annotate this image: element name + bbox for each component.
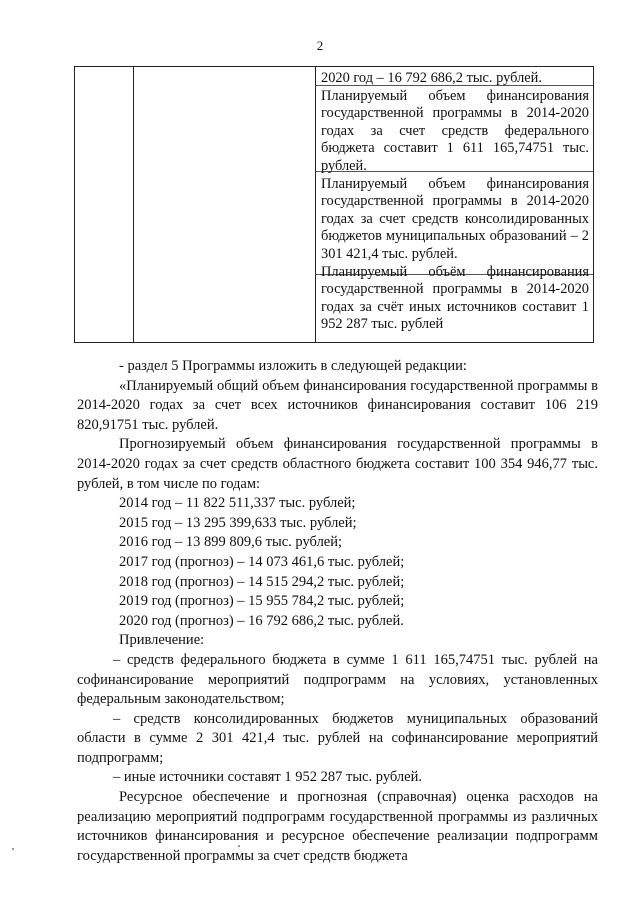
page-number: 2: [316, 38, 324, 53]
paragraph: Прогнозируемый объем финансирования государственной программы в 2014-2020 годах за счет средств областного бюджета составит 100 354 946,77 тыс. рублей, в том числе по годам:: [77, 436, 598, 492]
year-item: 2020 год (прогноз) – 16 792 686,2 тыс. рублей.: [119, 612, 404, 629]
year-item: 2019 год (прогноз) – 15 955 784,2 тыс. рублей;: [119, 593, 405, 610]
attraction-label: Привлечение:: [119, 632, 205, 649]
scan-speck: [238, 845, 240, 847]
cell-line: Планируемый объем финансирования государственной программы в 2014-2020 годах за счет средств федерального бюджета составит 1 611 165,74751 тыс. рублей.: [321, 87, 589, 174]
cell-line: 2020 год – 16 792 686,2 тыс. рублей.: [321, 70, 542, 86]
year-list: [77, 494, 598, 651]
paragraph: «Планируемый общий объем финансирования государственной программы в 2014-2020 годах за счет всех источников финансирования составит 106 219 820,91751 тыс. рублей.: [77, 377, 598, 433]
cell-line: Планируемый объем финансирования государственной программы в 2014-2020 годах за счет средств консолидированных бюджетов муниципальных образований – 2 301 421,4 тыс. рублей.: [321, 175, 589, 262]
column-divider: [133, 67, 134, 342]
year-item: 2017 год (прогноз) – 14 073 461,6 тыс. рублей;: [119, 553, 405, 570]
bullet-item: – иные источники составят 1 952 287 тыс. рублей.: [113, 769, 422, 786]
year-item: 2014 год – 11 822 511,337 тыс. рублей;: [119, 495, 356, 512]
paragraph: Ресурсное обеспечение и прогнозная (справочная) оценка расходов на реализацию мероприятий подпрограмм государственной программы из различных источников финансирования и ресурсное обеспечение реализации подпрограмм государственной программы за счет средств бюджета: [77, 789, 598, 864]
scan-speck: [12, 848, 14, 850]
bullet-item: – средств федерального бюджета в сумме 1 611 165,74751 тыс. рублей на софинансирование мероприятий подпрограмм на условиях, установленных федеральным законодательством;: [77, 651, 598, 708]
year-item: 2016 год – 13 899 809,6 тыс. рублей;: [119, 534, 343, 551]
document-body: [77, 357, 598, 866]
year-item: 2015 год – 13 295 399,633 тыс. рублей;: [119, 514, 357, 531]
table-cell: [321, 70, 589, 334]
cell-line: Планируемый объём финансирования государственной программы в 2014-2020 годах за счёт иных источников составит 1 952 287 тыс. рублей: [321, 263, 589, 333]
intro-line: - раздел 5 Программы изложить в следующей редакции:: [119, 358, 467, 374]
column-divider: [315, 67, 316, 342]
bullet-item: – средств консолидированных бюджетов муниципальных образований области в сумме 2 301 421,4 тыс. рублей на софинансирование мероприятий подпрограмм;: [77, 710, 598, 766]
financing-table: [74, 66, 594, 343]
year-item: 2018 год (прогноз) – 14 515 294,2 тыс. рублей;: [119, 573, 405, 590]
